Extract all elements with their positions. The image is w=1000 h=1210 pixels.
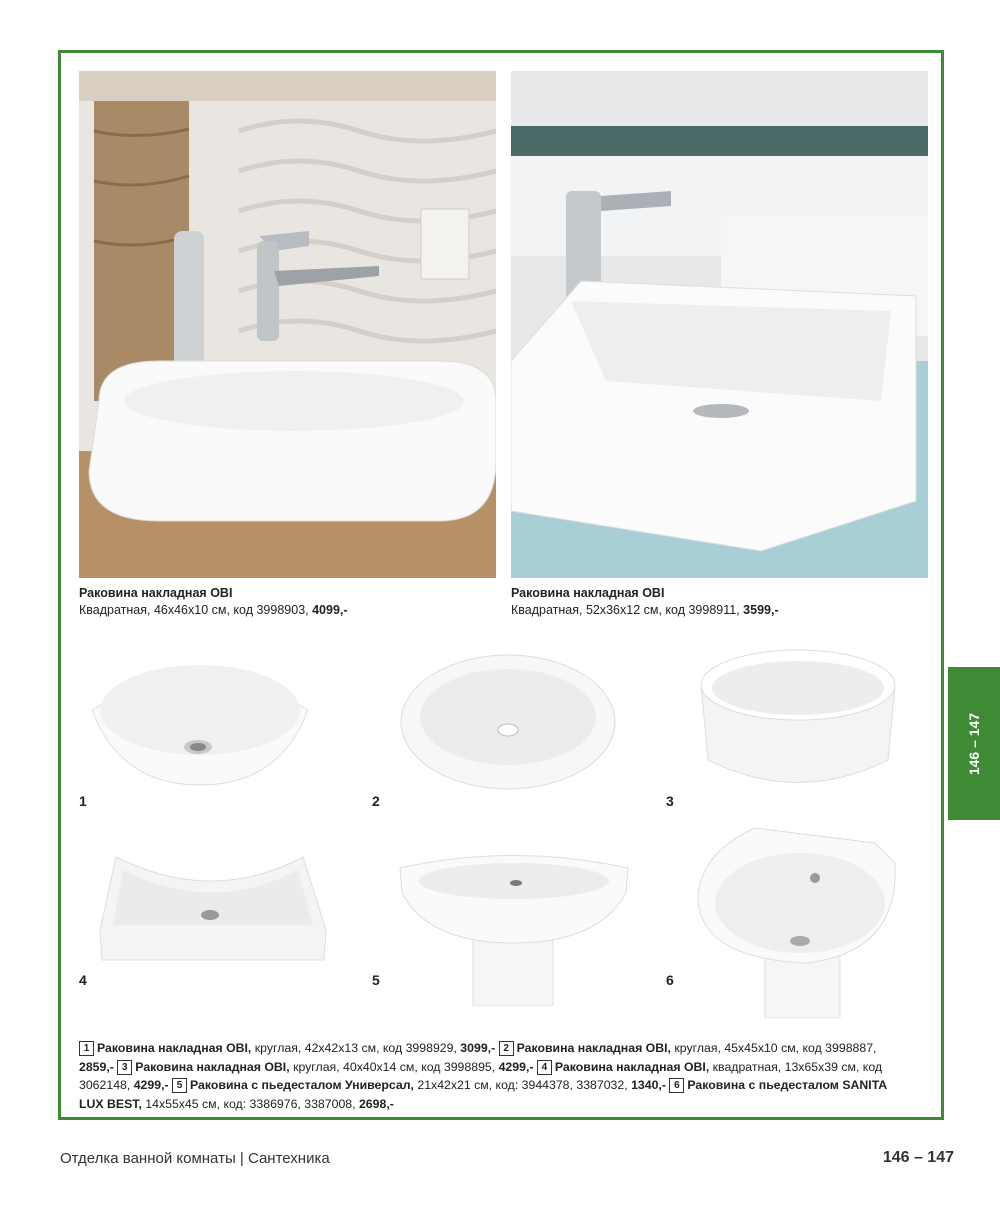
product-image-3 [698, 645, 898, 800]
desc-text-2: круглая, 45x45x10 см, код 3998887, [670, 1041, 877, 1055]
photo-sink-square-1 [79, 71, 496, 578]
side-tab-label: 146 – 147 [966, 712, 982, 775]
photo-1-price: 4099,- [312, 603, 348, 617]
product-number-2: 2 [372, 793, 380, 809]
desc-name-6: Раковина с пьедесталом SANITA LUX BEST, [79, 1078, 887, 1111]
desc-name-1: Раковина накладная OBI, [97, 1041, 252, 1055]
product-image-4 [98, 855, 328, 970]
product-number-5: 5 [372, 972, 380, 988]
desc-text-5: 21x42x21 см, код: 3944378, 3387032, [413, 1078, 632, 1092]
desc-name-2: Раковина накладная OBI, [516, 1041, 671, 1055]
photo-1-desc: Квадратная, 46x46x10 см, код 3998903, [79, 603, 309, 617]
product-image-6 [695, 823, 900, 1023]
desc-price-2: 2859,- [79, 1059, 114, 1074]
product-image-1 [90, 655, 310, 795]
photo-2-desc: Квадратная, 52x36x12 см, код 3998911, [511, 603, 740, 617]
desc-box-3: 3 [117, 1060, 132, 1075]
desc-price-5: 1340,- [631, 1078, 666, 1092]
footer-section-title: Отделка ванной комнаты | Сантехника [60, 1150, 330, 1167]
product-number-6: 6 [666, 972, 674, 988]
product-number-3: 3 [666, 793, 674, 809]
desc-box-2: 2 [499, 1041, 514, 1056]
photo-caption-2 [511, 585, 779, 619]
desc-price-4: 4299,- [133, 1078, 169, 1092]
photo-2-title: Раковина накладная OBI [511, 586, 665, 600]
product-image-5 [398, 848, 630, 1011]
product-image-2 [398, 652, 618, 797]
desc-box-4: 4 [537, 1060, 552, 1075]
photo-2-price: 3599,- [743, 603, 779, 617]
desc-text-6: 14x55x45 см, код: 3386976, 3387008, [141, 1096, 359, 1111]
desc-box-1: 1 [79, 1041, 94, 1056]
desc-price-1: 3099,- [460, 1041, 496, 1055]
side-page-tab [948, 667, 1000, 820]
photo-sink-square-2 [511, 71, 928, 578]
desc-text-3: круглая, 40x40x14 см, код 3998895, [289, 1059, 499, 1074]
desc-name-4: Раковина накладная OBI, [554, 1059, 710, 1074]
desc-name-5: Раковина с пьедесталом Универсал, [190, 1078, 414, 1092]
desc-box-6: 6 [669, 1078, 684, 1093]
desc-text-1: круглая, 42x42x13 см, код 3998929, [251, 1041, 461, 1055]
product-descriptions [79, 1039, 899, 1113]
photo-caption-1 [79, 585, 348, 619]
product-number-4: 4 [79, 972, 87, 988]
product-number-1: 1 [79, 793, 87, 809]
desc-price-3: 4299,- [498, 1059, 534, 1074]
desc-text-4: квадратная, 13x65x39 см, код 3062148, [79, 1059, 883, 1092]
desc-price-6: 2698,- [358, 1096, 394, 1111]
desc-box-5: 5 [172, 1078, 187, 1093]
footer-page-numbers: 146 – 147 [882, 1149, 954, 1166]
desc-name-3: Раковина накладная OBI, [135, 1059, 290, 1074]
photo-1-title: Раковина накладная OBI [79, 586, 233, 600]
